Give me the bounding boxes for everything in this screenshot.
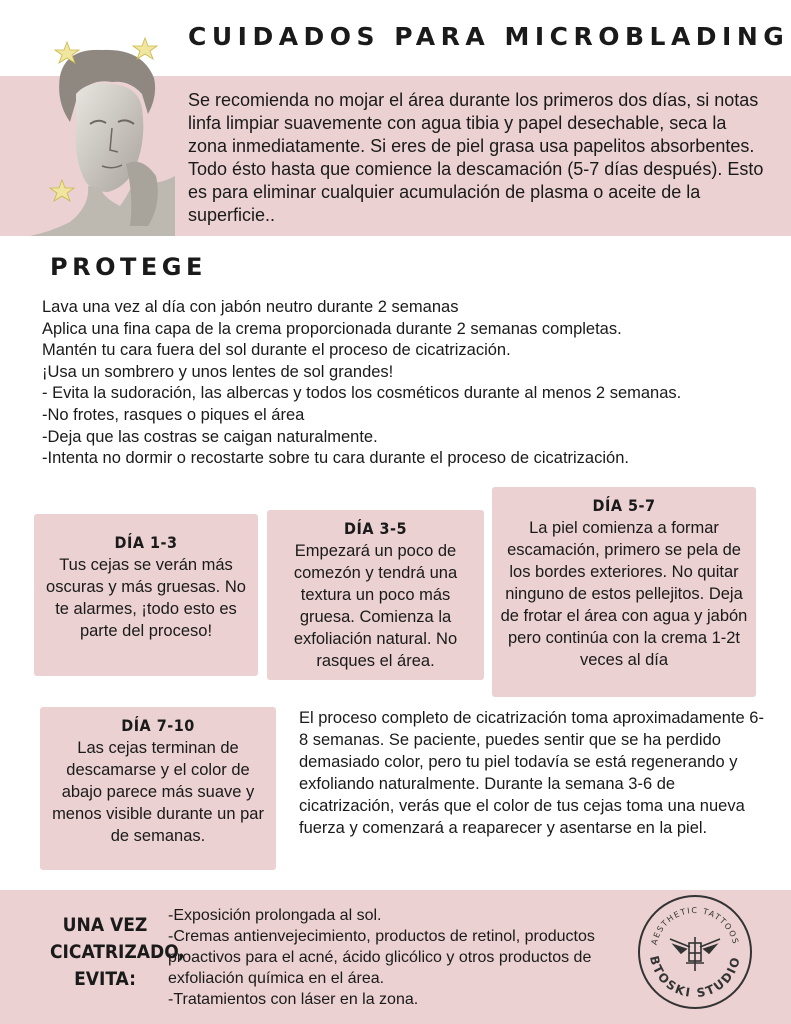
healing-note: El proceso completo de cicatrización toma aproximadamente 6-8 semanas. Se paciente, puedes sentir que se ha perdido demasiado color, pero tu piel todavía se está regenerando y exfoliando naturalmente. Durante la semana 3-6 de cicatrización, verás que el color de tus cejas toma una nueva fuerza y comenzará a reaparecer y asentarse en la piel. (299, 709, 764, 837)
list-item: -Exposición prolongada al sol. (168, 907, 382, 924)
list-item: Aplica una fina capa de la crema proporcionada durante 2 semanas completas. (42, 319, 622, 338)
list-item: Lava una vez al día con jabón neutro durante 2 semanas (42, 298, 459, 316)
list-item: Mantén tu cara fuera del sol durante el proceso de cicatrización. (42, 341, 511, 360)
list-item: -Tratamientos con láser en la zona. (168, 991, 419, 1008)
card-title: DÍA 5-7 (592, 496, 656, 515)
list-item: - Evita la sudoración, las albercas y todos los cosméticos durante al menos 2 semanas. (42, 384, 682, 403)
card-text: Empezará un poco de comezón y tendrá una textura un poco más gruesa. Comienza la exfoliación natural. No rasques el área. (293, 542, 458, 670)
list-item: -Cremas antienvejecimiento, productos de retinol, productos proactivos para el acné, ácido glicólico y otros productos de exfoliación química en el área. (168, 928, 595, 987)
list-item: -Deja que las costras se caigan naturalmente. (42, 427, 378, 446)
logo-top-text: AESTHETIC TATTOOS (649, 905, 741, 946)
card-title: DÍA 7-10 (121, 716, 195, 735)
intro-paragraph: Se recomienda no mojar el área durante los primeros dos días, si notas linfa limpiar suavemente con agua tibia y papel desechable, seca la zona inmediatamente. Si eres de piel grasa usa papelitos absorbentes. Todo ésto hasta que comience la descamación (5-7 días después). Esto es para eliminar cualquier acumulación de plasma o aceite de la superficie.. (188, 90, 764, 225)
logo-bottom-text: BTOSKI STUDIO (647, 954, 744, 1001)
evita-heading-line: EVITA: (74, 968, 136, 990)
section-title-protege: PROTEGE (50, 253, 207, 281)
statue-bust-image (30, 36, 175, 236)
protege-list (42, 297, 762, 470)
logo-emblem-icon (670, 937, 720, 971)
list-item: -No frotes, rasques o piques el área (42, 405, 305, 424)
day-card-3-5 (267, 510, 484, 680)
page-title: CUIDADOS PARA MICROBLADING (188, 22, 790, 51)
day-card-5-7 (492, 487, 756, 697)
evita-heading-line: CICATRIZADO, (50, 941, 185, 963)
studio-logo (636, 893, 754, 1011)
card-title: DÍA 1-3 (114, 533, 178, 552)
day-card-1-3 (34, 514, 258, 676)
list-item: ¡Usa un sombrero y unos lentes de sol grandes! (42, 362, 394, 381)
evita-list (168, 905, 613, 1010)
evita-heading-line: UNA VEZ (62, 914, 148, 936)
card-text: La piel comienza a formar escamación, primero se pela de los bordes exteriores. No quitar ninguno de estos pellejitos. Deja de frotar el área con agua y jabón pero continúa con la crema 1-2t veces al día (500, 519, 748, 669)
card-text: Las cejas terminan de descamarse y el color de abajo parece más suave y menos visible durante un par de semanas. (52, 739, 264, 845)
day-card-7-10 (40, 707, 276, 870)
list-item: -Intenta no dormir o recostarte sobre tu cara durante el proceso de cicatrización. (42, 449, 629, 468)
card-title: DÍA 3-5 (344, 519, 407, 538)
card-text: Tus cejas se verán más oscuras y más gruesas. No te alarmes, ¡todo esto es parte del proceso! (46, 556, 246, 640)
evita-heading (50, 912, 185, 993)
